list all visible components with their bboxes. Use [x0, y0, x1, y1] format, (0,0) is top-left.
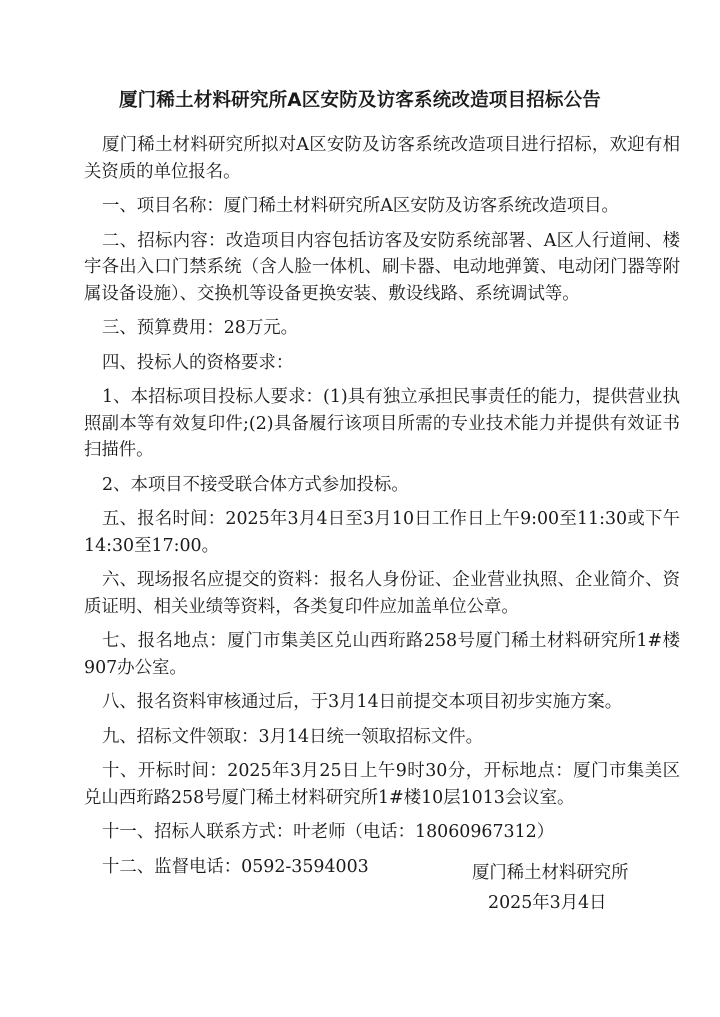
- signature-date: 2025年3月4日: [488, 893, 607, 913]
- section-registration-location: 七、报名地点：厦门市集美区兑山西珩路258号厦门稀土材料研究所1#楼907办公室。: [84, 631, 680, 678]
- section-project-name: 一、项目名称：厦门稀土材料研究所A区安防及访客系统改造项目。: [102, 196, 619, 216]
- section-supervision-phone: 十二、监督电话：0592-3594003: [102, 856, 369, 877]
- section-registration-time: 五、报名时间：2025年3月4日至3月10日工作日上午9:00至11:30或下午14:30至17:00。: [84, 509, 680, 556]
- section-budget: 三、预算费用：28万元。: [102, 318, 299, 338]
- section-qualification: 四、投标人的资格要求：: [102, 352, 294, 373]
- signature-block: [460, 858, 660, 918]
- signature-organization: 厦门稀土材料研究所: [472, 863, 629, 883]
- section-bid-opening: 十、开标时间：2025年3月25日上午9时30分，开标地点：厦门市集美区兑山西珩路258号厦门稀土材料研究所1#楼10层1013会议室。: [84, 761, 680, 808]
- qualification-item-2: 2、本项目不接受联合体方式参加投标。: [102, 474, 409, 495]
- section-required-materials: 六、现场报名应提交的资料：报名人身份证、企业营业执照、企业简介、资质证明、相关业绩等资料，各类复印件应加盖单位公章。: [84, 570, 680, 617]
- section-bid-content: 二、招标内容：改造项目内容包括访客及安防系统部署、A区人行道闸、楼宇各出入口门禁系统（含人脸一体机、刷卡器、电动地弹簧、电动闭门器等附属设备设施）、交换机等设备更换安装、敷设线路、系统调试等。: [84, 230, 680, 304]
- document-title: 厦门稀土材料研究所A区安防及访客系统改造项目招标公告: [118, 90, 602, 111]
- intro-paragraph: 厦门稀土材料研究所拟对A区安防及访客系统改造项目进行招标，欢迎有相关资质的单位报名。: [84, 135, 680, 182]
- section-review: 八、报名资料审核通过后，于3月14日前提交本项目初步实施方案。: [102, 692, 623, 712]
- qualification-item-1: 1、本招标项目投标人要求：(1)具有独立承担民事责任的能力，提供营业执照副本等有效复印件;(2)具备履行该项目所需的专业技术能力并提供有效证书扫描件。: [84, 387, 680, 460]
- section-contact: 十一、招标人联系方式：叶老师（电话：18060967312）: [102, 822, 555, 842]
- document-body: [84, 132, 680, 880]
- section-document-collection: 九、招标文件领取：3月14日统一领取招标文件。: [102, 726, 484, 747]
